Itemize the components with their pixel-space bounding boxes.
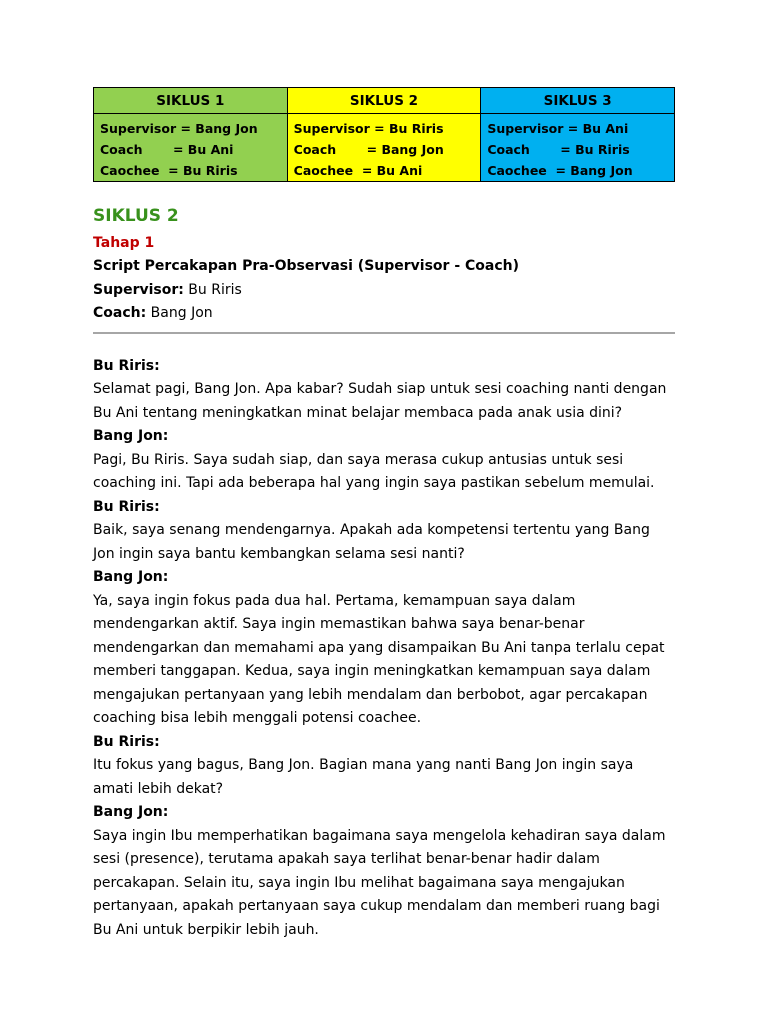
utterance-line: sesi (presence), terutama apakah saya terlihat benar-benar hadir dalam	[93, 851, 600, 867]
utterance-line: mendengarkan dan memahami apa yang disampaikan Bu Ani tanpa terlalu cepat	[93, 639, 665, 656]
utterance-line: Pagi, Bu Riris. Saya sudah siap, dan saya merasa cukup antusias untuk sesi	[93, 451, 624, 468]
utterance-line: mendengarkan aktif. Saya ingin memastikan bahwa saya benar-benar	[93, 616, 585, 632]
coach-line	[93, 302, 675, 326]
cycle-3-header: SIKLUS 3	[481, 88, 675, 114]
cycle-1-coach: Coach = Bu Ani	[100, 142, 234, 157]
utterance-line: percakapan. Selain itu, saya ingin Ibu melihat bagaimana saya mengajukan	[93, 874, 625, 891]
cycle-1-coachee: Caochee = Bu Riris	[100, 163, 238, 178]
cycles-table	[93, 87, 675, 182]
cycle-2-roles	[287, 114, 481, 182]
divider	[93, 332, 675, 334]
dialogue-turn	[93, 425, 675, 496]
section-title: SIKLUS 2	[93, 206, 179, 226]
cycles-header-row	[94, 88, 675, 114]
cycle-3-supervisor: Supervisor = Bu Ani	[487, 121, 629, 136]
speaker-name: Bang Jon:	[93, 428, 169, 444]
utterance-line: Bu Ani tentang meningkatkan minat belajar membaca pada anak usia dini?	[93, 404, 623, 421]
coach-value: Bang Jon	[146, 305, 213, 321]
dialogue-turn	[93, 801, 675, 942]
cycle-3-coach: Coach = Bu Riris	[487, 142, 630, 157]
utterance-line: coaching ini. Tapi ada beberapa hal yang ingin saya pastikan sebelum memulai.	[93, 475, 655, 491]
cycle-2-coach: Coach = Bang Jon	[293, 142, 444, 157]
speaker-name: Bu Riris:	[93, 357, 160, 374]
utterance-line: Itu fokus yang bagus, Bang Jon. Bagian mana yang nanti Bang Jon ingin saya	[93, 757, 634, 773]
script-title-text: Script Percakapan Pra-Observasi (Supervisor - Coach)	[93, 258, 520, 274]
script-title	[93, 255, 675, 279]
speaker-name: Bang Jon:	[93, 804, 169, 820]
cycle-3-coachee: Caochee = Bang Jon	[487, 163, 633, 178]
cycle-2-header: SIKLUS 2	[287, 88, 481, 114]
cycle-2-supervisor: Supervisor = Bu Riris	[293, 121, 444, 136]
cycle-3-roles	[481, 114, 675, 182]
dialogue-turn	[93, 496, 675, 567]
utterance-line: mengajukan pertanyaan yang lebih mendalam dan berbobot, agar percakapan	[93, 686, 648, 703]
dialogue-turn	[93, 731, 675, 802]
supervisor-line	[93, 279, 675, 303]
utterance-line: pertanyaan, apakah pertanyaan saya cukup mendalam dan memberi ruang bagi	[93, 898, 660, 914]
utterance-line: Ya, saya ingin fokus pada dua hal. Pertama, kemampuan saya dalam	[93, 592, 576, 609]
cycle-1-header: SIKLUS 1	[94, 88, 288, 114]
utterance-line: Jon ingin saya bantu kembangkan selama sesi nanti?	[93, 545, 465, 562]
utterance-line: Bu Ani untuk berpikir lebih jauh.	[93, 921, 319, 938]
cycle-1-supervisor: Supervisor = Bang Jon	[100, 121, 258, 136]
speaker-name: Bu Riris:	[93, 733, 160, 750]
supervisor-label: Supervisor:	[93, 281, 184, 298]
speaker-name: Bang Jon:	[93, 569, 169, 585]
dialogue-turn	[93, 355, 675, 426]
document-page	[93, 87, 675, 942]
utterance-line: coaching bisa lebih menggali potensi coachee.	[93, 710, 422, 726]
coach-label: Coach:	[93, 305, 147, 321]
utterance-line: memberi tanggapan. Kedua, saya ingin meningkatkan kemampuan saya dalam	[93, 663, 651, 679]
utterance-line: Selamat pagi, Bang Jon. Apa kabar? Sudah siap untuk sesi coaching nanti dengan	[93, 381, 667, 397]
cycle-1-roles	[94, 114, 288, 182]
speaker-name: Bu Riris:	[93, 498, 160, 515]
dialogue	[93, 355, 675, 943]
stage-label: Tahap 1	[93, 235, 155, 251]
cycle-2-coachee: Caochee = Bu Ani	[293, 163, 423, 178]
dialogue-turn	[93, 566, 675, 731]
utterance-line: Baik, saya senang mendengarnya. Apakah ada kompetensi tertentu yang Bang	[93, 522, 650, 538]
utterance-line: amati lebih dekat?	[93, 780, 224, 797]
cycles-roles-row	[94, 114, 675, 182]
utterance-line: Saya ingin Ibu memperhatikan bagaimana saya mengelola kehadiran saya dalam	[93, 827, 666, 844]
supervisor-value: Bu Riris	[183, 281, 242, 298]
